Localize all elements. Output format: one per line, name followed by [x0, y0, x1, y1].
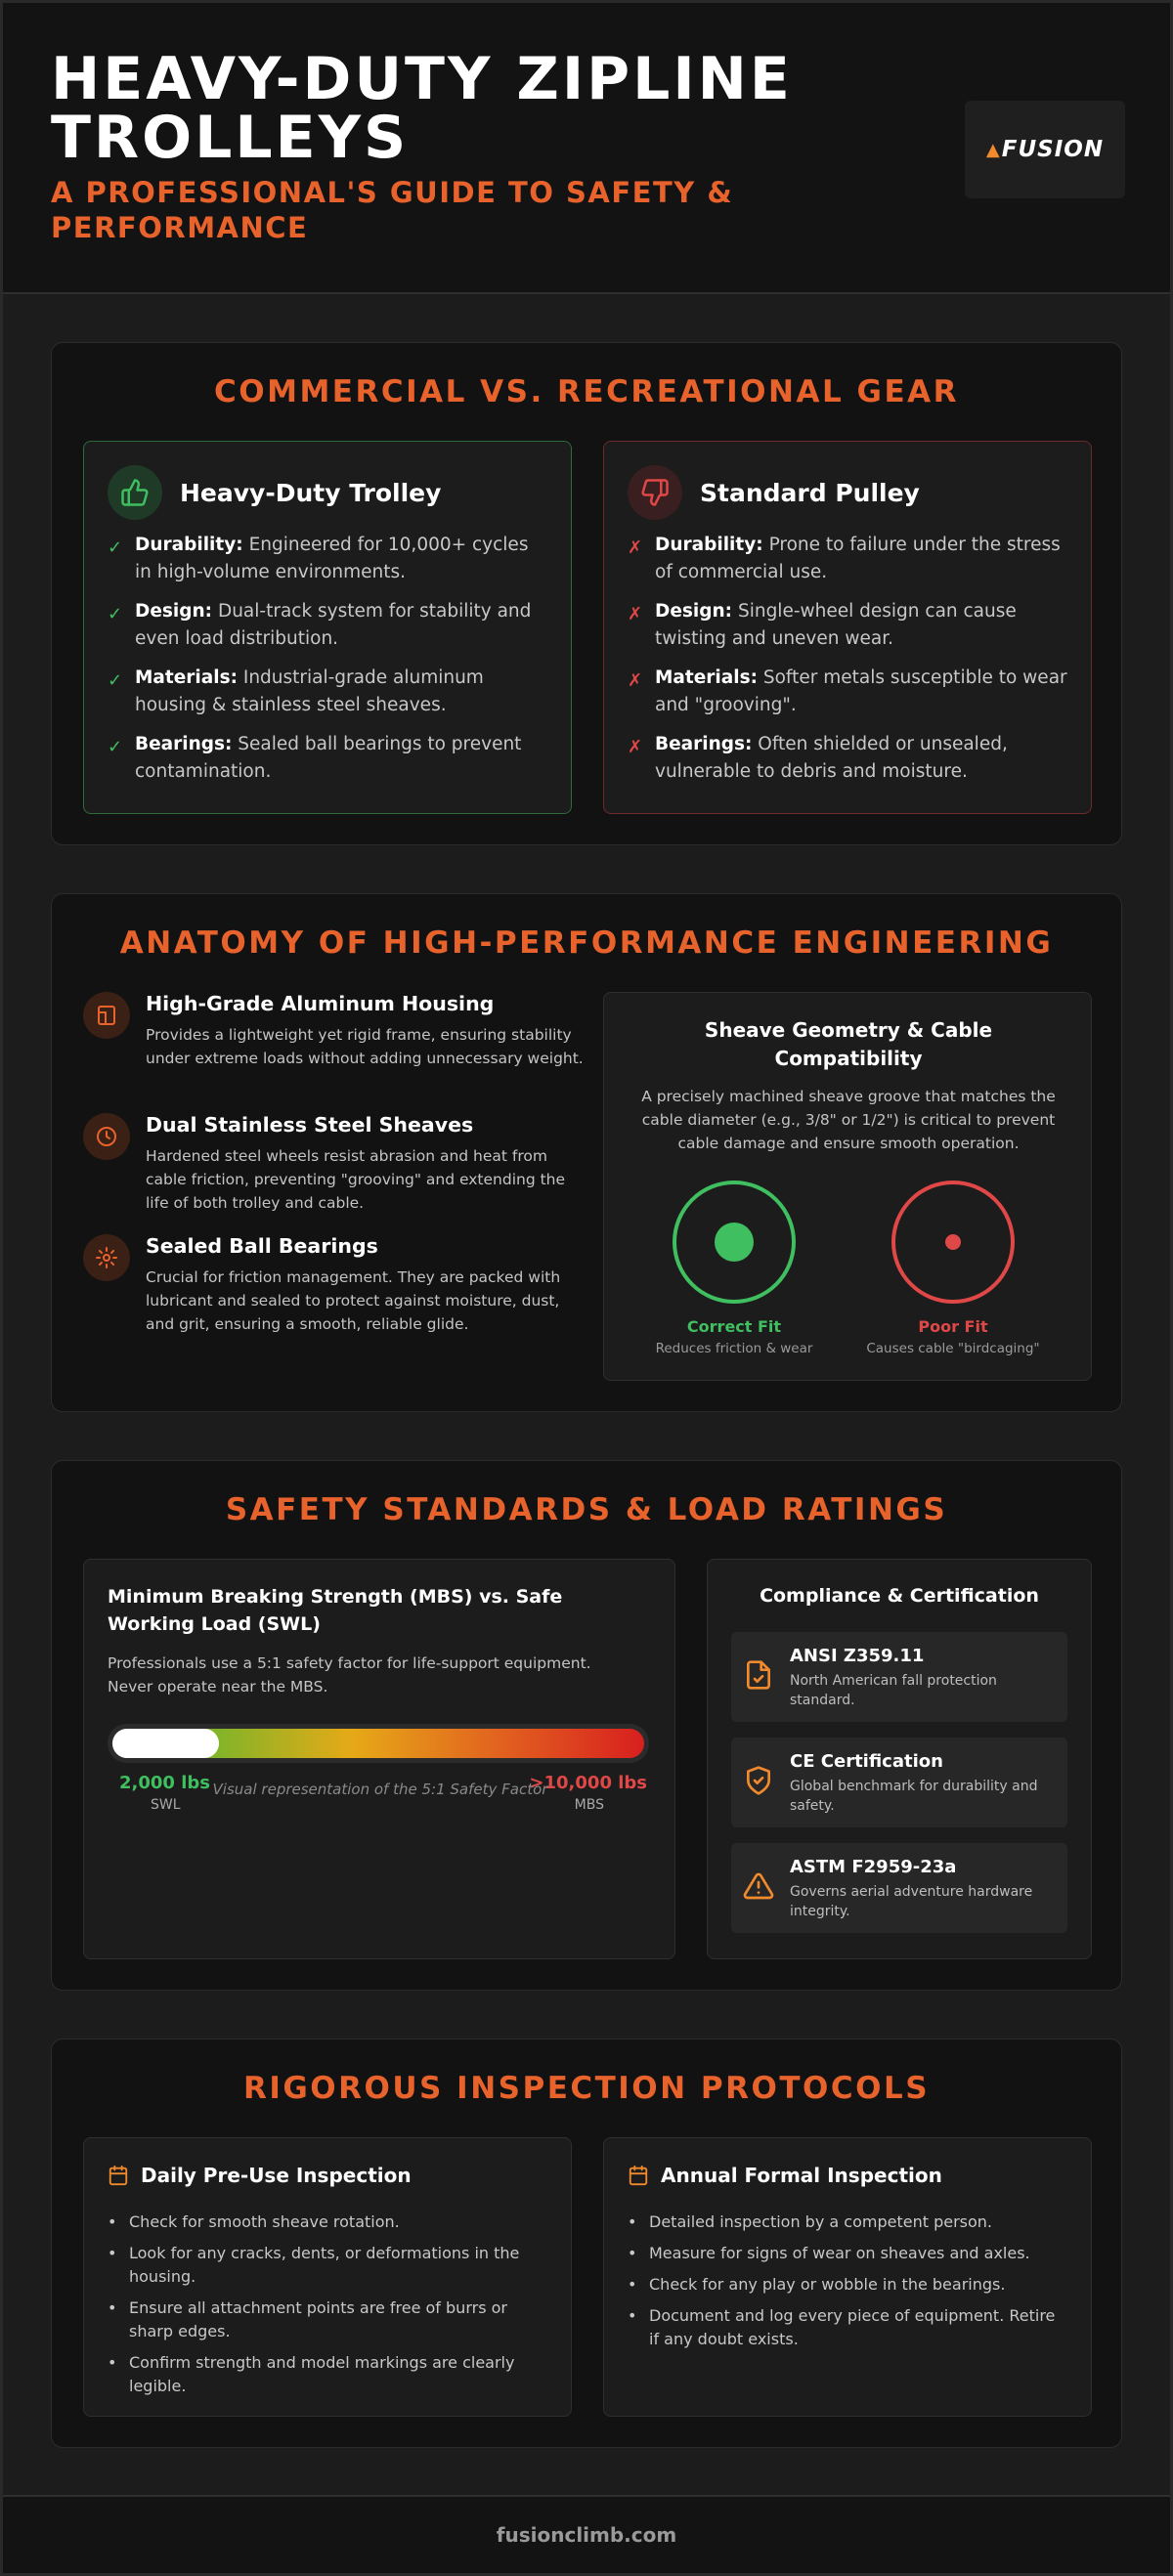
logo-mark-icon: ▲ [985, 139, 1000, 160]
standard-pulley-list [628, 532, 1067, 797]
list-item: • Document and log every piece of equipment. Retire if any doubt exists. [628, 2304, 1067, 2351]
list-item: ✓ Durability: Engineered for 10,000+ cycles in high-volume environments. [108, 532, 547, 586]
list-item: • Confirm strength and model markings are clearly legible. [108, 2351, 547, 2398]
cert-desc: Global benchmark for durability and safety. [790, 1779, 1038, 1814]
compliance-card [707, 1559, 1092, 1959]
safety-section [51, 1460, 1122, 1991]
anatomy-section [51, 893, 1122, 1412]
cert-ce [731, 1738, 1067, 1827]
daily-inspection-list [108, 2211, 547, 2406]
page-subtitle: A PROFESSIONAL'S GUIDE TO SAFETY & PERFORMANCE [51, 176, 734, 244]
annual-inspection-list [628, 2211, 1067, 2359]
annual-inspection-card [603, 2137, 1092, 2417]
feature-desc: Crucial for friction management. They are packed with lubricant and sealed to protect against moisture, dust, and grit, ensuring a smooth, reliable glide. [146, 1268, 561, 1333]
list-item: • Check for any play or wobble in the bearings. [628, 2273, 1067, 2297]
sheave-title: Sheave Geometry & Cable Compatibility [704, 1018, 993, 1070]
gear-icon [83, 1234, 130, 1281]
sheave-desc: A precisely machined sheave groove that matches the cable diameter (e.g., 3/8" or 1/2") is critical to prevent cable damage and ensure smooth operation. [641, 1088, 1056, 1152]
list-item: ✗ Design: Single-wheel design can cause twisting and uneven wear. [628, 598, 1067, 653]
heavy-duty-list [108, 532, 547, 797]
feature-housing [83, 992, 582, 1099]
swl-label: SWL [151, 1797, 181, 1813]
thumbs-down-icon [628, 465, 682, 520]
cross-icon: ✗ [628, 604, 643, 624]
load-rating-card [83, 1559, 675, 1959]
feature-title: Sealed Ball Bearings [146, 1234, 378, 1258]
cross-icon: ✗ [628, 670, 643, 691]
correct-fit-cable [715, 1223, 754, 1262]
feature-title: Dual Stainless Steel Sheaves [146, 1113, 474, 1137]
daily-inspection-card [83, 2137, 572, 2417]
correct-fit-sub: Reduces friction & wear [655, 1341, 813, 1356]
cert-astm [731, 1843, 1067, 1933]
cert-title: ASTM F2959-23a [790, 1857, 957, 1877]
mbs-value: >10,000 lbs [529, 1773, 647, 1793]
cross-icon: ✗ [628, 537, 643, 558]
annual-inspection-title: Annual Formal Inspection [661, 2164, 942, 2187]
swl-fill [112, 1729, 219, 1758]
safety-factor-bar [108, 1724, 649, 1763]
list-item: ✗ Durability: Prone to failure under the stress of commercial use. [628, 532, 1067, 586]
list-item: • Detailed inspection by a competent person. [628, 2211, 1067, 2234]
cert-title: ANSI Z359.11 [790, 1646, 925, 1666]
housing-icon [83, 992, 130, 1039]
comparison-title: COMMERCIAL VS. RECREATIONAL GEAR [214, 374, 959, 409]
feature-title: High-Grade Aluminum Housing [146, 992, 495, 1015]
logo-text: FUSION [1001, 137, 1105, 162]
brand-logo[interactable] [965, 101, 1125, 198]
footer-site-link[interactable]: fusionclimb.com [496, 2523, 677, 2547]
anatomy-title: ANATOMY OF HIGH-PERFORMANCE ENGINEERING [119, 925, 1054, 961]
clock-icon [83, 1113, 130, 1160]
cert-ansi [731, 1632, 1067, 1722]
list-item: ✓ Bearings: Sealed ball bearings to prevent contamination. [108, 731, 547, 786]
list-item: • Ensure all attachment points are free of burrs or sharp edges. [108, 2297, 547, 2343]
cert-desc: North American fall protection standard. [790, 1673, 997, 1708]
calendar-icon [628, 2165, 649, 2186]
heavy-duty-name: Heavy-Duty Trolley [180, 478, 442, 507]
shield-check-icon [743, 1765, 774, 1796]
poor-fit-diagram [890, 1179, 1017, 1306]
mbs-desc: Professionals use a 5:1 safety factor for life-support equipment. Never operate near the MBS. [108, 1654, 591, 1696]
calendar-icon [108, 2165, 129, 2186]
safety-factor-caption: Visual representation of the 5:1 Safety Factor [212, 1781, 548, 1798]
feature-desc: Provides a lightweight yet rigid frame, ensuring stability under extreme loads without adding unnecessary weight. [146, 1026, 584, 1067]
page-footer [3, 2495, 1170, 2573]
poor-fit-label: Poor Fit [918, 1317, 988, 1336]
standard-pulley-card [603, 441, 1092, 814]
compliance-title: Compliance & Certification [760, 1585, 1039, 1607]
poor-fit-sub: Causes cable "birdcaging" [866, 1341, 1040, 1356]
feature-sheaves [83, 1113, 582, 1221]
list-item: • Check for smooth sheave rotation. [108, 2211, 547, 2234]
warning-icon [743, 1870, 774, 1902]
page-title: HEAVY-DUTY ZIPLINE TROLLEYS [51, 45, 793, 172]
standard-pulley-name: Standard Pulley [700, 478, 920, 507]
correct-fit-diagram [671, 1179, 798, 1306]
document-icon [743, 1659, 774, 1691]
cert-title: CE Certification [790, 1751, 943, 1772]
list-item: ✓ Design: Dual-track system for stability and even load distribution. [108, 598, 547, 653]
check-icon: ✓ [108, 537, 123, 558]
check-icon: ✓ [108, 604, 123, 624]
daily-inspection-title: Daily Pre-Use Inspection [141, 2164, 412, 2187]
list-item: • Look for any cracks, dents, or deformations in the housing. [108, 2242, 547, 2289]
list-item: ✗ Bearings: Often shielded or unsealed, vulnerable to debris and moisture. [628, 731, 1067, 786]
feature-desc: Hardened steel wheels resist abrasion and heat from cable friction, preventing "grooving" and extending the life of both trolley and cable. [146, 1147, 566, 1212]
swl-value: 2,000 lbs [119, 1773, 210, 1793]
correct-fit-label: Correct Fit [686, 1317, 782, 1336]
list-item: • Measure for signs of wear on sheaves and axles. [628, 2242, 1067, 2265]
inspection-title: RIGOROUS INSPECTION PROTOCOLS [242, 2071, 931, 2106]
thumbs-up-icon [108, 465, 162, 520]
sheave-geometry-card [603, 992, 1092, 1381]
safety-factor-gradient [112, 1729, 644, 1758]
check-icon: ✓ [108, 737, 123, 757]
mbs-label: MBS [574, 1797, 604, 1813]
cert-desc: Governs aerial adventure hardware integrity. [790, 1884, 1033, 1919]
list-item: ✗ Materials: Softer metals susceptible to wear and "grooving". [628, 665, 1067, 719]
list-item: ✓ Materials: Industrial-grade aluminum housing & stainless steel sheaves. [108, 665, 547, 719]
feature-bearings [83, 1234, 582, 1342]
poor-fit-cable [945, 1234, 961, 1250]
safety-title: SAFETY STANDARDS & LOAD RATINGS [225, 1492, 948, 1527]
mbs-title: Minimum Breaking Strength (MBS) vs. Safe Working Load (SWL) [108, 1586, 563, 1635]
check-icon: ✓ [108, 670, 123, 691]
cross-icon: ✗ [628, 737, 643, 757]
inspection-section [51, 2039, 1122, 2448]
heavy-duty-card [83, 441, 572, 814]
comparison-section [51, 342, 1122, 845]
page-header [3, 3, 1170, 294]
